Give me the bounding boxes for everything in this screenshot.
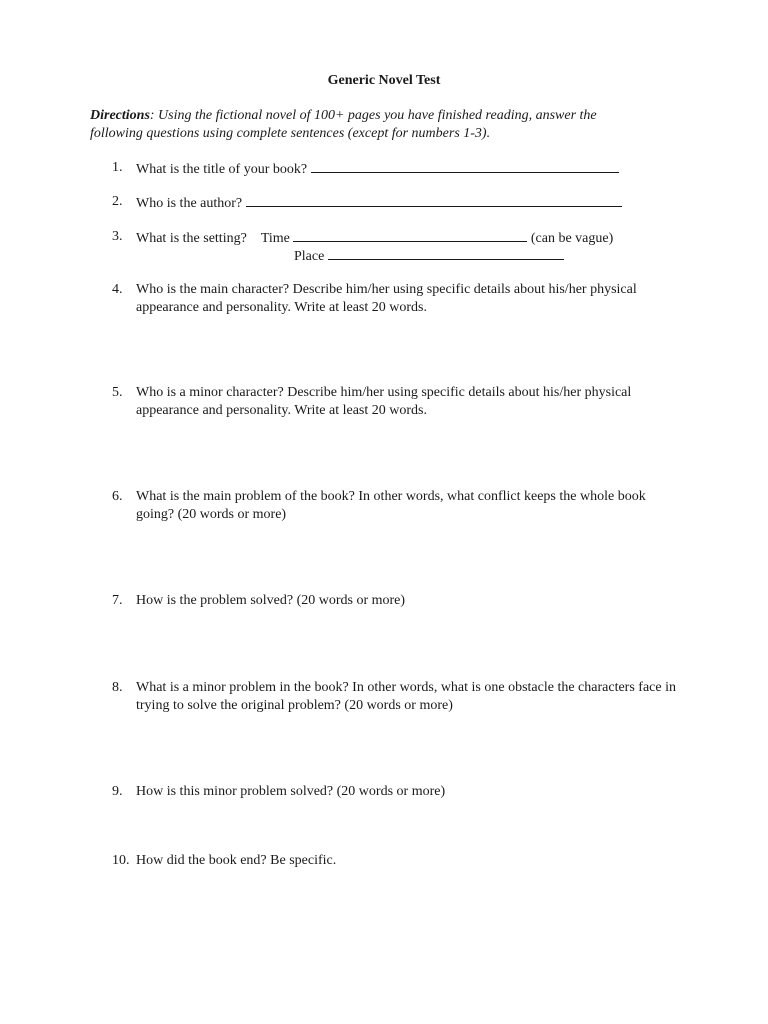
question-3 <box>112 228 682 248</box>
question-9 <box>112 783 682 801</box>
time-note: (can be vague) <box>530 231 614 246</box>
directions <box>90 107 650 142</box>
question-5 <box>112 384 682 420</box>
time-label: Time <box>260 231 290 246</box>
question-text: How is the problem solved? (20 words or more) <box>136 593 406 608</box>
question-number: 2. <box>112 194 123 209</box>
question-text: What is the main problem of the book? In other words, what conflict keeps the whole book going? (20 words or more) <box>136 489 646 522</box>
answer-blank-author[interactable] <box>246 193 622 207</box>
question-number: 9. <box>112 784 123 799</box>
directions-text: : Using the fictional novel of 100+ pages you have finished reading, answer the following questions using complete sentences (except for numbers 1-3). <box>90 108 597 141</box>
question-number: 10. <box>112 853 130 868</box>
question-4 <box>112 281 682 317</box>
question-text: Who is the author? <box>136 196 246 211</box>
question-text: What is a minor problem in the book? In other words, what is one obstacle the characters face in trying to solve the original problem? (20 words or more) <box>136 680 676 713</box>
question-text: How did the book end? Be specific. <box>136 853 337 868</box>
question-8 <box>112 679 682 715</box>
question-number: 4. <box>112 282 123 297</box>
question-text: What is the setting? <box>136 231 247 246</box>
question-number: 3. <box>112 229 123 244</box>
question-7 <box>112 592 682 610</box>
question-number: 1. <box>112 160 123 175</box>
question-10 <box>112 852 682 870</box>
question-1 <box>112 159 682 179</box>
question-text: Who is a minor character? Describe him/her using specific details about his/her physical appearance and personality. Write at least 20 words. <box>136 385 632 418</box>
question-3-place <box>294 246 594 266</box>
question-2 <box>112 193 682 213</box>
question-text: What is the title of your book? <box>136 162 311 177</box>
page-title: Generic Novel Test <box>327 73 441 88</box>
question-text: How is this minor problem solved? (20 words or more) <box>136 784 446 799</box>
question-number: 6. <box>112 489 123 504</box>
directions-label: Directions <box>90 108 150 123</box>
question-6 <box>112 488 682 524</box>
answer-blank-place[interactable] <box>328 246 564 260</box>
place-label: Place <box>294 249 325 264</box>
question-number: 7. <box>112 593 123 608</box>
question-text: Who is the main character? Describe him/her using specific details about his/her physical appearance and personality. Write at least 20 words. <box>136 282 637 315</box>
question-number: 8. <box>112 680 123 695</box>
question-number: 5. <box>112 385 123 400</box>
answer-blank-time[interactable] <box>293 228 527 242</box>
answer-blank-title[interactable] <box>311 159 619 173</box>
